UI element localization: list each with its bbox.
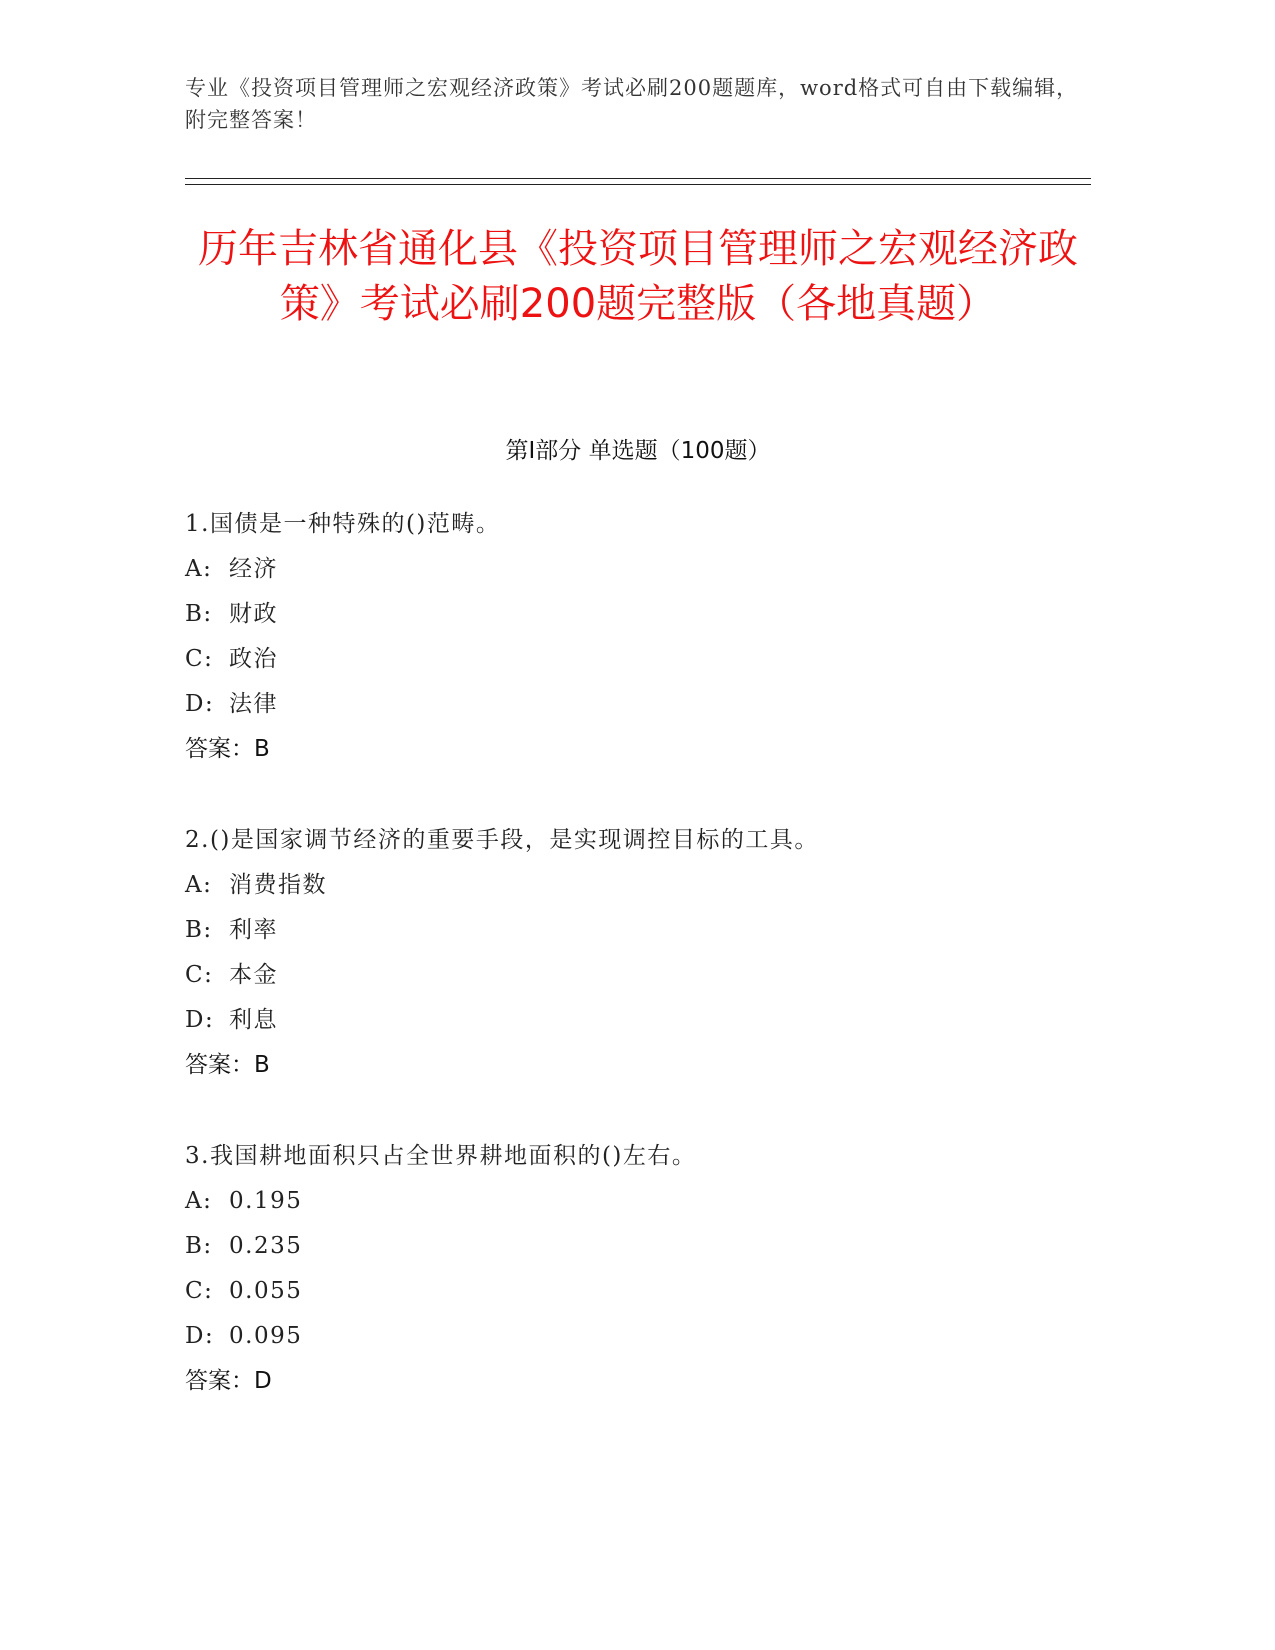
option-letter: B: (185, 601, 213, 627)
answer-value: B (254, 1052, 270, 1078)
option-letter: C: (185, 1278, 214, 1304)
option-letter: D: (185, 691, 215, 717)
question-3 (185, 1134, 1091, 1404)
option-text: 0.235 (229, 1233, 303, 1259)
option-letter: A: (185, 556, 213, 582)
option-c (185, 637, 1091, 682)
option-b (185, 1224, 1091, 1269)
section-heading: 第I部分 单选题（100题） (505, 438, 771, 464)
option-text: 经济 (229, 556, 278, 582)
option-c (185, 953, 1091, 998)
option-text: 财政 (229, 601, 278, 627)
question-stem: 3.我国耕地面积只占全世界耕地面积的()左右。 (185, 1143, 697, 1169)
option-d (185, 998, 1091, 1043)
option-b (185, 908, 1091, 953)
option-letter: A: (185, 872, 213, 898)
answer-value: B (254, 736, 270, 762)
question-1 (185, 502, 1091, 772)
header-note: 专业《投资项目管理师之宏观经济政策》考试必刷200题题库，word格式可自由下载编辑，附完整答案！ (185, 76, 1079, 132)
option-letter: B: (185, 917, 213, 943)
option-letter: D: (185, 1007, 215, 1033)
answer-line (185, 1043, 1091, 1088)
option-b (185, 592, 1091, 637)
option-letter: C: (185, 962, 214, 988)
option-letter: B: (185, 1233, 213, 1259)
option-a (185, 547, 1091, 592)
answer-line (185, 1359, 1091, 1404)
question-stem: 2.()是国家调节经济的重要手段，是实现调控目标的工具。 (185, 827, 819, 853)
option-text: 0.095 (229, 1323, 303, 1349)
option-letter: D: (185, 1323, 215, 1349)
question-2 (185, 818, 1091, 1088)
header-divider (185, 178, 1091, 185)
option-text: 法律 (229, 691, 278, 717)
option-text: 消费指数 (229, 872, 327, 898)
option-text: 本金 (229, 962, 278, 988)
question-stem: 1.国债是一种特殊的()范畴。 (185, 511, 501, 537)
option-letter: A: (185, 1188, 213, 1214)
option-d (185, 682, 1091, 727)
option-text: 0.055 (229, 1278, 303, 1304)
answer-label: 答案： (185, 1368, 254, 1394)
option-a (185, 1179, 1091, 1224)
option-d (185, 1314, 1091, 1359)
answer-line (185, 727, 1091, 772)
option-text: 政治 (229, 646, 278, 672)
option-letter: C: (185, 646, 214, 672)
answer-value: D (254, 1368, 272, 1394)
option-c (185, 1269, 1091, 1314)
option-text: 0.195 (229, 1188, 303, 1214)
option-a (185, 863, 1091, 908)
option-text: 利率 (229, 917, 278, 943)
answer-label: 答案： (185, 1052, 254, 1078)
option-text: 利息 (229, 1007, 278, 1033)
document-title: 历年吉林省通化县《投资项目管理师之宏观经济政策》考试必刷200题完整版（各地真题） (198, 226, 1078, 327)
answer-label: 答案： (185, 736, 254, 762)
